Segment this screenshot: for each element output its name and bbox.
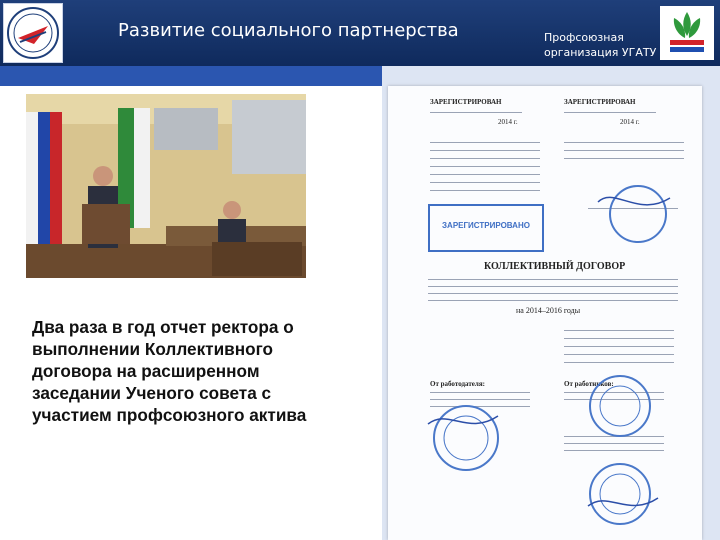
caption-line: Два раза в год отчет ректора о	[32, 317, 294, 337]
employer-label: От работодателя:	[430, 380, 485, 388]
page-title: Развитие социального партнерства	[118, 20, 459, 41]
meeting-photo	[26, 94, 306, 278]
caption-line: договора на расширенном	[32, 361, 260, 381]
org-name-line1: Профсоюзная	[544, 31, 624, 44]
university-logo	[3, 3, 63, 63]
org-name	[544, 30, 656, 60]
contract-years: на 2014–2016 годы	[516, 306, 581, 315]
caption-line: участием профсоюзного актива	[32, 405, 307, 425]
header-bar	[0, 0, 720, 66]
caption-line: выполнении Коллективного	[32, 339, 274, 359]
year-right: 2014 г.	[620, 118, 640, 126]
caption-line: заседании Ученого совета с	[32, 383, 272, 403]
caption-text	[32, 316, 362, 426]
org-name-line2: организация УГАТУ	[544, 46, 657, 59]
registered-label-left: ЗАРЕГИСТРИРОВАН	[430, 98, 502, 106]
round-seals	[388, 86, 702, 540]
union-logo	[660, 6, 714, 60]
year-left: 2014 г.	[498, 118, 518, 126]
employees-label: От работников:	[564, 380, 614, 388]
stamp-text: ЗАРЕГИСТРИРОВАНО	[442, 221, 530, 230]
registered-label-right: ЗАРЕГИСТРИРОВАН	[564, 98, 636, 106]
contract-document-image	[388, 86, 702, 540]
contract-title: КОЛЛЕКТИВНЫЙ ДОГОВОР	[484, 261, 626, 272]
